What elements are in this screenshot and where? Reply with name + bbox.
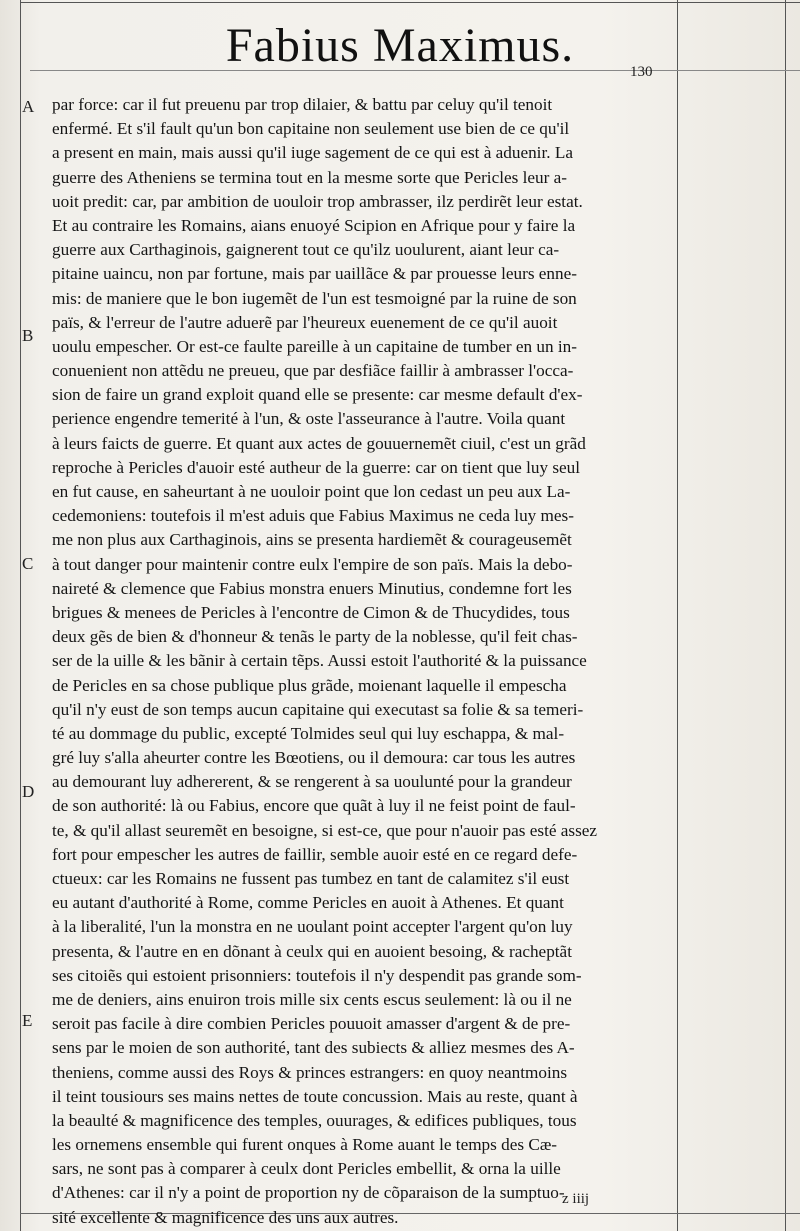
text-line: païs, & l'erreur de l'autre aduerẽ par l'heureux euenement de ce qu'il auoit [52, 312, 558, 332]
text-line: gré luy s'alla aheurter contre les Bœotiens, ou il demoura: car tous les autres [52, 748, 576, 768]
text-line: sens par le moien de son authorité, tant des subiects & alliez mesmes des A- [52, 1038, 575, 1058]
text-line: Et au contraire les Romains, aians enuoyé Scipion en Afrique pour y faire la [52, 215, 576, 235]
section-marker-e: E [22, 1011, 33, 1030]
text-line: les ornemens ensemble qui furent onques à Rome auant le temps des Cæ- [52, 1135, 558, 1155]
section-marker-a: A [22, 97, 35, 116]
text-line: mis: de maniere que le bon iugemẽt de l'un est tesmoigné par la ruine de son [52, 288, 577, 308]
text-line: par force: car il fut preuenu par trop dilaier, & battu par celuy qu'il tenoit [52, 95, 553, 114]
signature-mark: z iiij [562, 1191, 590, 1207]
text-line: qu'il n'y eust de son temps aucun capitaine qui executast sa folie & sa temeri- [52, 699, 584, 719]
text-line: te, & qu'il allast seuremẽt en besoigne, si est-ce, que pour n'auoir pas esté assez [52, 820, 598, 840]
text-line: il teint tousiours ses mains nettes de toute concussion. Mais au reste, quant à [52, 1086, 578, 1106]
text-line: deux gẽs de bien & d'honneur & tenãs le party de la noblesse, qu'il feit chas- [52, 627, 578, 647]
text-line: sité excellente & magnificence des uns aux autres. [52, 1207, 399, 1227]
top-rule [20, 2, 800, 3]
text-line: me de deniers, ains enuiron trois mille six cents escus seulement: là ou il ne [52, 989, 572, 1009]
text-line: presenta, & l'autre en en dõnant à ceulx qui en auoient besoing, & racheptãt [52, 941, 572, 961]
text-line: uoit predit: car, par ambition de uouloir trop ambrasser, ilz perdirẽt leur estat. [52, 191, 583, 211]
text-line: eu autant d'authorité à Rome, comme Pericles en auoit à Athenes. Et quant [52, 893, 564, 913]
text-line: a present en main, mais aussi qu'il iuge sagement de ce qui est à aduenir. La [52, 143, 573, 163]
text-line: à leurs faicts de guerre. Et quant aux actes de gouuernemẽt ciuil, c'est un grãd [52, 433, 586, 453]
text-line: enfermé. Et s'il fault qu'un bon capitaine non seulement use bien de ce qu'il [52, 119, 570, 139]
text-line: sion de faire un grand exploit quand elle se presente: car mesme default d'ex- [52, 385, 583, 405]
text-line: de son authorité: là ou Fabius, encore que quãt à luy il ne feist point de faul- [52, 796, 576, 816]
text-line: ses citoiẽs qui estoient prisonniers: toutefois il n'y despendit pas grande som- [52, 965, 582, 985]
text-line: perience engendre temerité à l'un, & oste l'asseurance à l'autre. Voila quant [52, 409, 566, 429]
text-line: uoulu empescher. Or est-ce faulte pareille à un capitaine de tumber en un in- [52, 336, 577, 356]
text-line: theniens, comme aussi des Roys & princes estrangers: en quoy neantmoins [52, 1062, 568, 1082]
section-marker-c: C [22, 554, 34, 573]
page-title: Fabius Maximus. [225, 19, 575, 72]
text-line: té au dommage du public, excepté Tolmides seul qui luy eschappa, & mal- [52, 723, 565, 743]
text-line: conuenient non attẽdu ne preueu, que par desfiãce faillir à ambrasser l'occa- [52, 361, 574, 381]
left-frame-rule [20, 0, 21, 1231]
text-line: en fut cause, en saheurtant à ne uouloir point que lon cedast un peu aux La- [52, 482, 571, 501]
text-line: de Pericles en sa chose publique plus grãde, moienant laquelle il empescha [52, 675, 567, 695]
text-line: à tout danger pour maintenir contre eulx l'empire de son païs. Mais la debo- [52, 554, 573, 574]
text-line: cedemoniens: toutefois il m'est aduis que Fabius Maximus ne ceda luy mes- [52, 506, 574, 526]
text-line: ctueux: car les Romains ne fussent pas tumbez en tant de calamitez s'il eust [52, 869, 570, 888]
section-marker-d: D [22, 782, 35, 801]
text-line: me non plus aux Carthaginois, ains se presenta hardiemẽt & courageusemẽt [52, 530, 572, 550]
text-line: sars, ne sont pas à comparer à ceulx dont Pericles embellit, & orna la uille [52, 1159, 561, 1179]
text-line: naireté & clemence que Fabius monstra enuers Minutius, condemne fort les [52, 578, 572, 598]
text-line: pitaine uaincu, non par fortune, mais par uaillãce & par prouesse leurs enne- [52, 264, 577, 284]
text-line: la beaulté & magnificence des temples, ouurages, & edifices publiques, tous [52, 1110, 577, 1130]
text-line: fort pour empescher les autres de faillir, semble auoir esté en ce regard defe- [52, 844, 578, 864]
text-line: ser de la uille & les bãnir à certain tẽps. Aussi estoit l'authorité & la puissance [52, 651, 587, 671]
outer-frame-rule [785, 0, 786, 1231]
body-text [52, 93, 657, 1230]
text-line: d'Athenes: car il n'y a point de proportion ny de cõparaison de la sumptuo- [52, 1183, 565, 1203]
folio-number: 130 [630, 64, 653, 80]
text-line: à la liberalité, l'un la monstra en ne uoulant point accepter l'argent qu'on luy [52, 917, 573, 937]
text-line: seroit pas facile à dire combien Pericles pouuoit amasser d'argent & de pre- [52, 1014, 571, 1034]
right-frame-rule [677, 0, 678, 1231]
text-line: au demourant luy adhererent, & se rengerent à sa uoulunté pour la grandeur [52, 772, 572, 792]
text-line: brigues & menees de Pericles à l'encontre de Cimon & de Thucydides, tous [52, 602, 570, 622]
text-line: reproche à Pericles d'auoir esté autheur de la guerre: car on tient que luy seul [52, 457, 581, 477]
section-marker-b: B [22, 326, 34, 345]
text-line: guerre des Atheniens se termina tout en la mesme sorte que Pericles leur a- [52, 167, 567, 187]
text-line: guerre aux Carthaginois, gaignerent tout ce qu'ilz uoulurent, aiant leur ca- [52, 240, 560, 260]
